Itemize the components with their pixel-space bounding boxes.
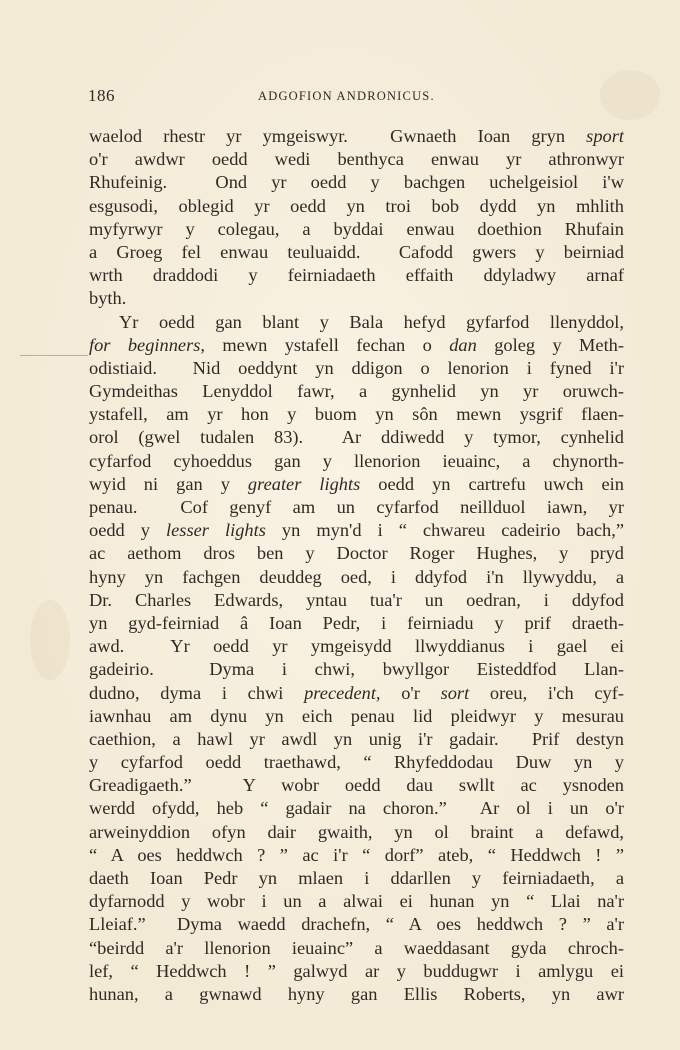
text-line <box>89 218 624 241</box>
text-line <box>89 682 624 705</box>
page-number: 186 <box>88 86 115 105</box>
text-segment: a Groeg fel enwau teuluaidd. Cafodd gwers y beirniad <box>89 241 624 262</box>
text-line <box>89 125 624 148</box>
text-segment: arweinyddion ofyn dair gwaith, yn ol braint a defawd, <box>89 821 624 842</box>
text-line <box>89 311 624 334</box>
margin-pencil-mark <box>20 355 88 356</box>
text-segment: o'r awdwr oedd wedi benthyca enwau yr athronwyr <box>89 149 624 170</box>
text-line <box>89 774 624 797</box>
text-segment: yn myn'd i “ chwareu cadeirio bach,” <box>265 520 624 541</box>
text-segment: myfyrwyr y colegau, a byddai enwau doethion Rhufain <box>89 218 624 239</box>
text-line <box>89 983 624 1006</box>
italic-text: sport <box>586 126 624 146</box>
page-header <box>88 86 628 110</box>
text-segment: awd. Yr oedd yr ymgeisydd llwyddianus i gael ei <box>89 636 624 657</box>
text-segment: ac aethom dros ben y Doctor Roger Hughes, y pryd <box>89 543 624 564</box>
text-segment: byth. <box>89 288 127 309</box>
text-line <box>89 658 624 681</box>
text-line <box>89 890 624 913</box>
text-line <box>89 705 624 728</box>
text-line <box>89 821 624 844</box>
italic-text: sort <box>440 682 470 703</box>
text-segment: waelod rhestr yr ymgeiswyr. Gwnaeth Ioan gryn <box>89 126 587 146</box>
text-line <box>89 844 624 867</box>
text-segment: y cyfarfod oedd traethawd, “ Rhyfeddodau Duw yn y <box>89 752 624 773</box>
text-line <box>89 937 624 960</box>
text-line <box>89 403 624 426</box>
text-line <box>89 867 624 890</box>
text-segment: yn gyd-feirniad â Ioan Pedr, i feirniadu y prif draeth- <box>89 612 624 633</box>
text-segment: hunan, a gwnawd hyny gan Ellis Roberts, yn awr <box>89 983 624 1004</box>
text-segment: Gymdeithas Lenyddol fawr, a gynhelid yn yr oruwch- <box>89 381 624 402</box>
text-segment: caethion, a hawl yr awdl yn unig i'r gadair. Prif destyn <box>89 728 624 749</box>
text-line <box>89 751 624 774</box>
paper-stain <box>30 600 70 680</box>
text-line <box>89 566 624 589</box>
text-segment: wyid ni gan y <box>89 473 248 494</box>
text-line <box>89 380 624 403</box>
text-segment: penau. Cof genyf am un cyfarfod neillduol iawn, yr <box>89 497 624 517</box>
text-segment: o'r <box>380 682 441 703</box>
text-line <box>89 287 624 310</box>
text-line <box>89 241 624 264</box>
running-head: ADGOFION ANDRONICUS. <box>258 89 435 103</box>
text-segment: dudno, dyma i chwi <box>89 682 305 703</box>
text-line <box>89 960 624 983</box>
text-segment: daeth Ioan Pedr yn mlaen i ddarllen y feirniadaeth, a <box>89 868 624 888</box>
text-segment: goleg y Meth- <box>476 334 624 355</box>
italic-text: precedent, <box>304 682 381 703</box>
text-segment: wrth draddodi y feirniadaeth effaith ddyladwy arnaf <box>89 265 624 286</box>
text-segment: werdd ofydd, heb “ gadair na choron.” Ar ol i un o'r <box>89 798 624 819</box>
text-segment: iawnhau am dynu yn eich penau lid pleidwyr y mesurau <box>89 705 624 726</box>
text-segment: Greadigaeth.” Y wobr oedd dau swllt ac ysnoden <box>89 775 624 796</box>
text-segment: esgusodi, oblegid yr oedd yn troi bob dydd yn mhlith <box>89 195 624 216</box>
text-line <box>89 913 624 936</box>
text-segment: “beirdd a'r llenorion ieuainc” a waeddasant gyda chroch- <box>89 937 624 958</box>
text-segment: dyfarnodd y wobr i un a alwai ei hunan yn “ Llai na'r <box>89 891 624 912</box>
italic-text: dan <box>449 334 477 355</box>
text-line <box>89 334 624 357</box>
text-line <box>89 728 624 751</box>
text-line <box>89 148 624 171</box>
text-line <box>89 519 624 542</box>
text-line <box>89 589 624 612</box>
text-line <box>89 450 624 473</box>
text-line <box>89 171 624 194</box>
text-segment: Lleiaf.” Dyma waedd drachefn, “ A oes heddwch ? ” a'r <box>89 914 624 935</box>
italic-text: lesser lights <box>166 520 266 541</box>
italic-text: greater lights <box>247 473 361 494</box>
text-segment: gadeirio. Dyma i chwi, bwyllgor Eisteddfod Llan- <box>89 659 624 680</box>
text-line <box>89 496 624 519</box>
text-segment: ystafell, am yr hon y buom yn sôn mewn ysgrif flaen- <box>89 404 624 425</box>
text-segment: mewn ystafell fechan o <box>204 334 450 355</box>
text-line <box>89 635 624 658</box>
text-segment: lef, “ Heddwch ! ” galwyd ar y buddugwr i amlygu ei <box>89 960 624 981</box>
text-line <box>89 797 624 820</box>
text-line <box>89 612 624 635</box>
text-segment: Rhufeinig. Ond yr oedd y bachgen uchelgeisiol i'w <box>89 172 624 193</box>
text-segment: odistiaid. Nid oeddynt yn ddigon o lenorion i fyned i'r <box>89 357 624 378</box>
text-segment: oreu, i'ch cyf- <box>469 682 624 703</box>
italic-text: for beginners, <box>89 334 205 355</box>
text-line <box>89 357 624 380</box>
text-line <box>89 195 624 218</box>
body-text <box>89 125 624 1006</box>
text-segment: Dr. Charles Edwards, yntau tua'r un oedran, i ddyfod <box>89 589 624 610</box>
text-segment: Yr oedd gan blant y Bala hefyd gyfarfod llenyddol, <box>119 311 624 332</box>
text-line <box>89 473 624 496</box>
text-line <box>89 542 624 565</box>
text-segment: cyfarfod cyhoeddus gan y llenorion ieuainc, a chynorth- <box>89 450 624 471</box>
text-segment: hyny yn fachgen deuddeg oed, i ddyfod i'n llywyddu, a <box>89 566 624 587</box>
text-segment: orol (gwel tudalen 83). Ar ddiwedd y tymor, cynhelid <box>89 427 624 448</box>
text-segment: “ A oes heddwch ? ” ac i'r “ dorf” ateb, “ Heddwch ! ” <box>89 844 624 865</box>
text-segment: oedd y <box>89 520 167 541</box>
text-line <box>89 426 624 449</box>
text-line <box>89 264 624 287</box>
text-segment: oedd yn cartrefu uwch ein <box>360 473 624 494</box>
